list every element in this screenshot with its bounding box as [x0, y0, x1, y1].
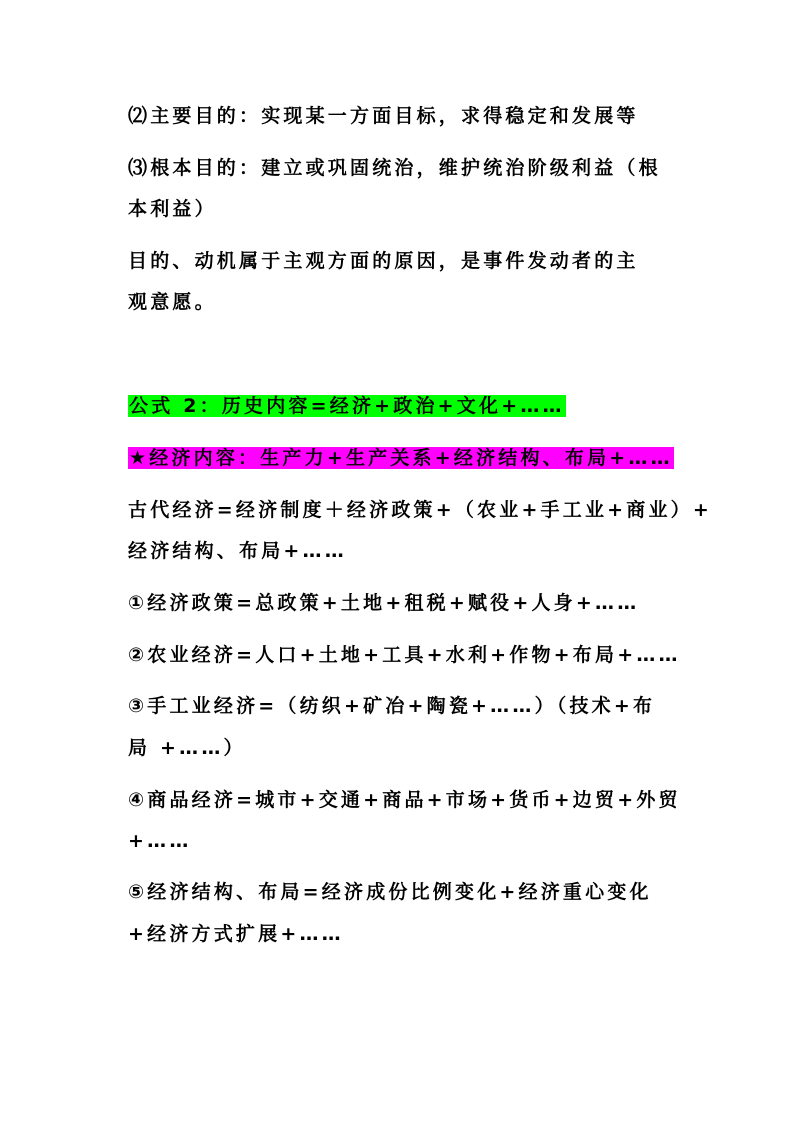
text-line-structure-cont: +经济方式扩展+……: [128, 923, 344, 945]
text-line-handicraft: ③手工业经济=（纺织+矿冶+陶瓷+……）（技术+布: [128, 695, 656, 717]
text-line-commodity: ④商品经济=城市+交通+商品+市场+货币+边贸+外贸: [128, 789, 681, 811]
text-line-fundamental-purpose-cont: 本利益）: [128, 198, 217, 220]
text-line-main-purpose: ⑵主要目的：实现某一方面目标，求得稳定和发展等: [128, 105, 639, 127]
text-line-structure: ⑤经济结构、布局=经济成份比例变化+经济重心变化: [128, 881, 652, 903]
text-line-agriculture: ②农业经济=人口+土地+工具+水利+作物+布局+……: [128, 644, 681, 666]
text-line-motive: 目的、动机属于主观方面的原因，是事件发动者的主: [128, 250, 639, 272]
text-line-motive-cont: 观意愿。: [128, 291, 217, 313]
text-line-economic-policy: ①经济政策=总政策+土地+租税+赋役+人身+……: [128, 592, 640, 614]
text-line-fundamental-purpose: ⑶根本目的：建立或巩固统治，维护统治阶级利益（根: [128, 157, 661, 179]
economic-highlight: ★经济内容：生产力+生产关系+经济结构、布局+……: [129, 447, 673, 469]
text-line-handicraft-cont: 局 +……）: [128, 737, 246, 759]
text-line-ancient-economy: 古代经济=经济制度＋经济政策+（农业+手工业+商业）+: [128, 499, 713, 521]
text-line-commodity-cont: +……: [128, 830, 192, 852]
formula-highlight: 公式 2：历史内容=经济+政治+文化+……: [129, 395, 565, 417]
economic-heading: [128, 446, 674, 470]
formula-heading: [128, 394, 566, 418]
text-line-ancient-economy-cont: 经济结构、布局+……: [128, 540, 347, 562]
